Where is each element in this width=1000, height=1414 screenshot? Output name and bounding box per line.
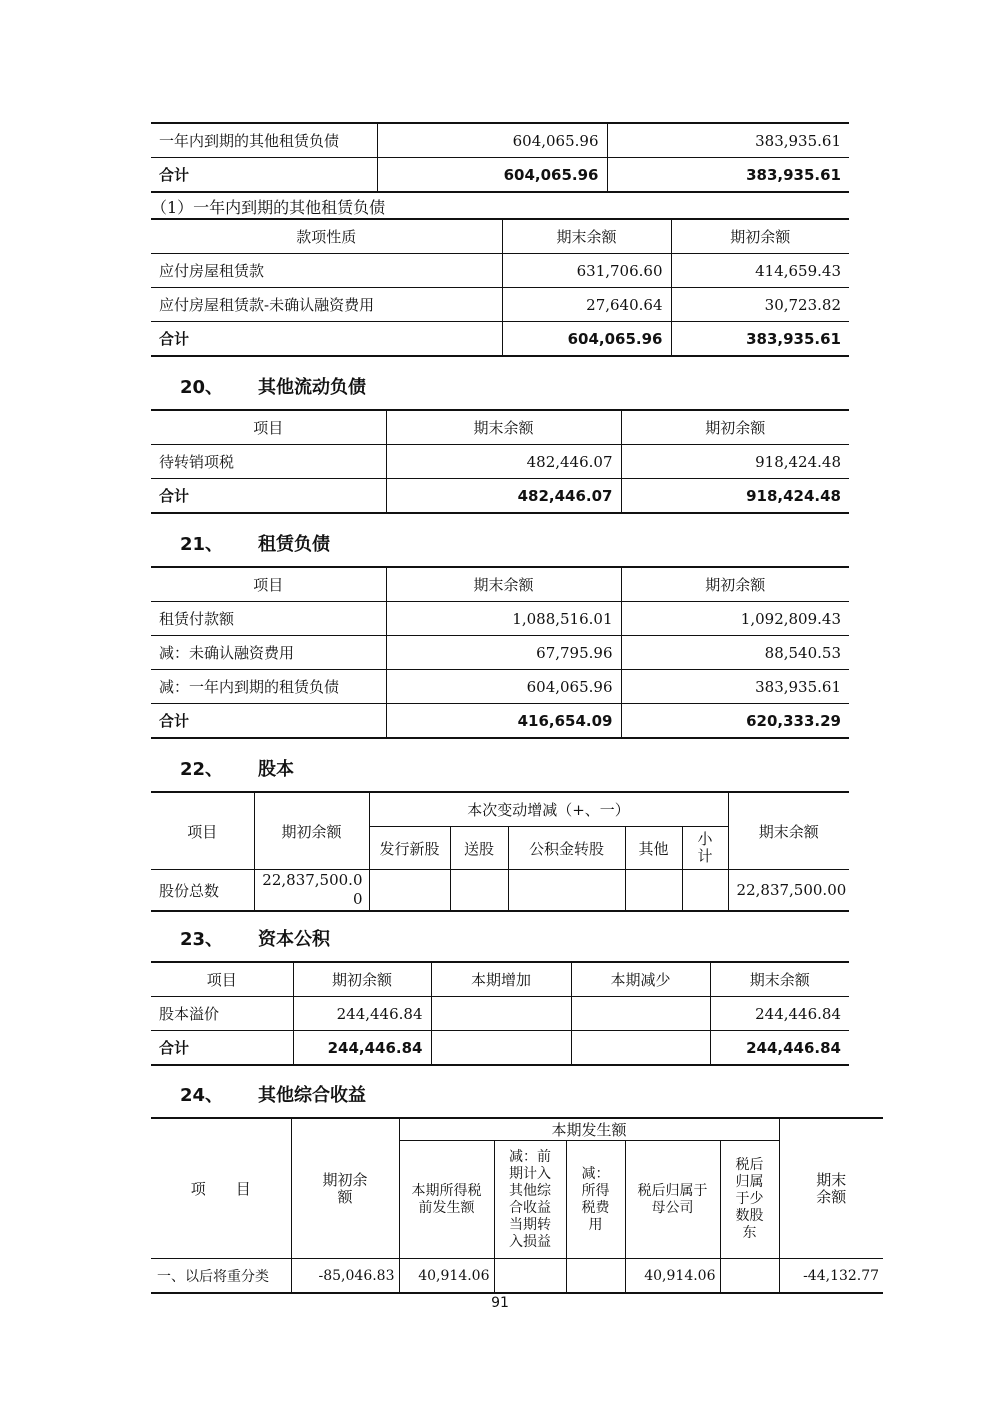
increase-cell (431, 997, 571, 1031)
table-row (151, 288, 849, 322)
decrease-cell (571, 997, 710, 1031)
header-nature: 款项性质 (151, 219, 502, 254)
section-number: 20、 (180, 377, 224, 398)
header-end: 期末余额 (386, 410, 621, 445)
row-label: 应付房屋租赁款 (151, 254, 502, 288)
header-increase: 本期增加 (431, 962, 571, 997)
header-new-shares: 发行新股 (369, 827, 450, 870)
end-balance: 244,446.84 (710, 1031, 849, 1066)
row-label: 股份总数 (151, 870, 254, 912)
header-other: 其他 (625, 827, 682, 870)
begin-balance: 918,424.48 (621, 479, 849, 514)
header-less-prior: 减：前期计入其他综合收益当期转入损益 (494, 1141, 566, 1259)
section-title: 资本公积 (258, 929, 330, 950)
begin-balance: 918,424.48 (621, 445, 849, 479)
header-begin: 期初余额 (293, 962, 431, 997)
begin-balance: 383,935.61 (621, 670, 849, 704)
section-heading-20 (180, 375, 580, 401)
header-end: 期末余额 (386, 567, 621, 602)
table-header-row (151, 1118, 883, 1141)
table-capital-reserve (151, 961, 849, 1066)
begin-balance: 383,935.61 (607, 123, 849, 158)
end-balance: -44,132.77 (779, 1259, 883, 1294)
section-title: 其他综合收益 (258, 1085, 366, 1106)
table-row (151, 445, 849, 479)
section-heading-22 (180, 757, 580, 783)
header-item: 项目 (151, 792, 254, 870)
row-label: 合计 (151, 322, 502, 357)
row-label: 应付房屋租赁款-未确认融资费用 (151, 288, 502, 322)
row-label: 合计 (151, 158, 377, 193)
header-begin: 期初余额 (621, 567, 849, 602)
header-bonus: 送股 (450, 827, 508, 870)
end-balance: 244,446.84 (710, 997, 849, 1031)
header-item: 项目 (151, 410, 386, 445)
minority-cell (720, 1259, 779, 1294)
end-balance: 416,654.09 (386, 704, 621, 739)
table-row (151, 602, 849, 636)
table-other-lease-current-cont (151, 122, 849, 193)
table-row-total (151, 704, 849, 739)
row-label: 待转销项税 (151, 445, 386, 479)
header-begin: 期初余额 (291, 1118, 399, 1259)
end-balance: 482,446.07 (386, 445, 621, 479)
reserve-cell (508, 870, 625, 912)
header-item: 项目 (151, 962, 293, 997)
table-row (151, 636, 849, 670)
table-row (151, 123, 849, 158)
table-row-total (151, 158, 849, 193)
header-change: 本次变动增减（+、一） (369, 792, 728, 827)
header-begin: 期初余额 (621, 410, 849, 445)
row-label: 一、以后将重分类 (151, 1259, 291, 1294)
table-row (151, 1259, 883, 1294)
header-current: 本期发生额 (399, 1118, 779, 1141)
table-share-capital (151, 791, 849, 912)
end-balance: 604,065.96 (377, 158, 607, 193)
table-row (151, 870, 849, 912)
table-header-row (151, 962, 849, 997)
section-heading-24 (180, 1083, 580, 1109)
header-reserve: 公积金转股 (508, 827, 625, 870)
row-label: 一年内到期的其他租赁负债 (151, 123, 377, 158)
section-number: 23、 (180, 929, 224, 950)
section-number: 22、 (180, 759, 224, 780)
begin-balance: 244,446.84 (293, 1031, 431, 1066)
begin-balance: 1,092,809.43 (621, 602, 849, 636)
table-header-row (151, 792, 849, 827)
header-less-tax: 减：所得税费用 (566, 1141, 625, 1259)
header-subtotal: 小计 (682, 827, 728, 870)
begin-balance: 30,723.82 (671, 288, 849, 322)
end-balance: 22,837,500.00 (728, 870, 849, 912)
end-balance: 604,065.96 (502, 322, 671, 357)
header-pretax: 本期所得税前发生额 (399, 1141, 494, 1259)
begin-balance: 414,659.43 (671, 254, 849, 288)
end-balance: 1,088,516.01 (386, 602, 621, 636)
begin-balance: 244,446.84 (293, 997, 431, 1031)
new-shares-cell (369, 870, 450, 912)
table-other-comprehensive-income (151, 1117, 883, 1294)
header-minority: 税后归属于少数股东 (720, 1141, 779, 1259)
row-label: 租赁付款额 (151, 602, 386, 636)
table-row-total (151, 322, 849, 357)
section-title: 其他流动负债 (258, 377, 366, 398)
header-item: 项目 (151, 567, 386, 602)
begin-balance: 620,333.29 (621, 704, 849, 739)
table-row (151, 670, 849, 704)
section-number: 21、 (180, 534, 224, 555)
section-heading-21 (180, 532, 580, 558)
page-number: 91 (491, 1295, 509, 1311)
row-label: 减：未确认融资费用 (151, 636, 386, 670)
begin-balance: 22,837,500.00 (254, 870, 369, 912)
header-begin: 期初余额 (254, 792, 369, 870)
section-number: 24、 (180, 1085, 224, 1106)
header-parent: 税后归属于母公司 (625, 1141, 720, 1259)
table-lease-liabilities (151, 566, 849, 739)
table-header-row (151, 219, 849, 254)
bonus-cell (450, 870, 508, 912)
table-other-current-liabilities (151, 409, 849, 514)
parent-amount: 40,914.06 (625, 1259, 720, 1294)
other-cell (625, 870, 682, 912)
end-balance: 67,795.96 (386, 636, 621, 670)
header-begin: 期初余额 (671, 219, 849, 254)
header-end: 期末余额 (728, 792, 849, 870)
table-header-row (151, 410, 849, 445)
row-label: 合计 (151, 479, 386, 514)
table-row-total (151, 479, 849, 514)
table-row (151, 997, 849, 1031)
end-balance: 27,640.64 (502, 288, 671, 322)
begin-balance: 88,540.53 (621, 636, 849, 670)
end-balance: 604,065.96 (386, 670, 621, 704)
table-other-lease-current-detail (151, 218, 849, 357)
header-decrease: 本期减少 (571, 962, 710, 997)
end-balance: 482,446.07 (386, 479, 621, 514)
section-title: 租赁负债 (258, 534, 330, 555)
pretax-amount: 40,914.06 (399, 1259, 494, 1294)
header-end: 期末余额 (710, 962, 849, 997)
subsection-title: （1）一年内到期的其他租赁负债 (151, 198, 386, 217)
increase-cell (431, 1031, 571, 1066)
begin-balance: 383,935.61 (671, 322, 849, 357)
header-end: 期末余额 (779, 1118, 883, 1259)
header-end: 期末余额 (502, 219, 671, 254)
begin-balance: 383,935.61 (607, 158, 849, 193)
table-row (151, 254, 849, 288)
table-row-total (151, 1031, 849, 1066)
end-balance: 631,706.60 (502, 254, 671, 288)
end-balance: 604,065.96 (377, 123, 607, 158)
section-title: 股本 (258, 759, 294, 780)
less-prior-cell (494, 1259, 566, 1294)
table-header-row (151, 567, 849, 602)
header-item: 项 目 (151, 1118, 291, 1259)
begin-balance: -85,046.83 (291, 1259, 399, 1294)
row-label: 合计 (151, 704, 386, 739)
decrease-cell (571, 1031, 710, 1066)
row-label: 减：一年内到期的租赁负债 (151, 670, 386, 704)
subtotal-cell (682, 870, 728, 912)
less-tax-cell (566, 1259, 625, 1294)
section-heading-23 (180, 927, 580, 953)
row-label: 股本溢价 (151, 997, 293, 1031)
row-label: 合计 (151, 1031, 293, 1066)
